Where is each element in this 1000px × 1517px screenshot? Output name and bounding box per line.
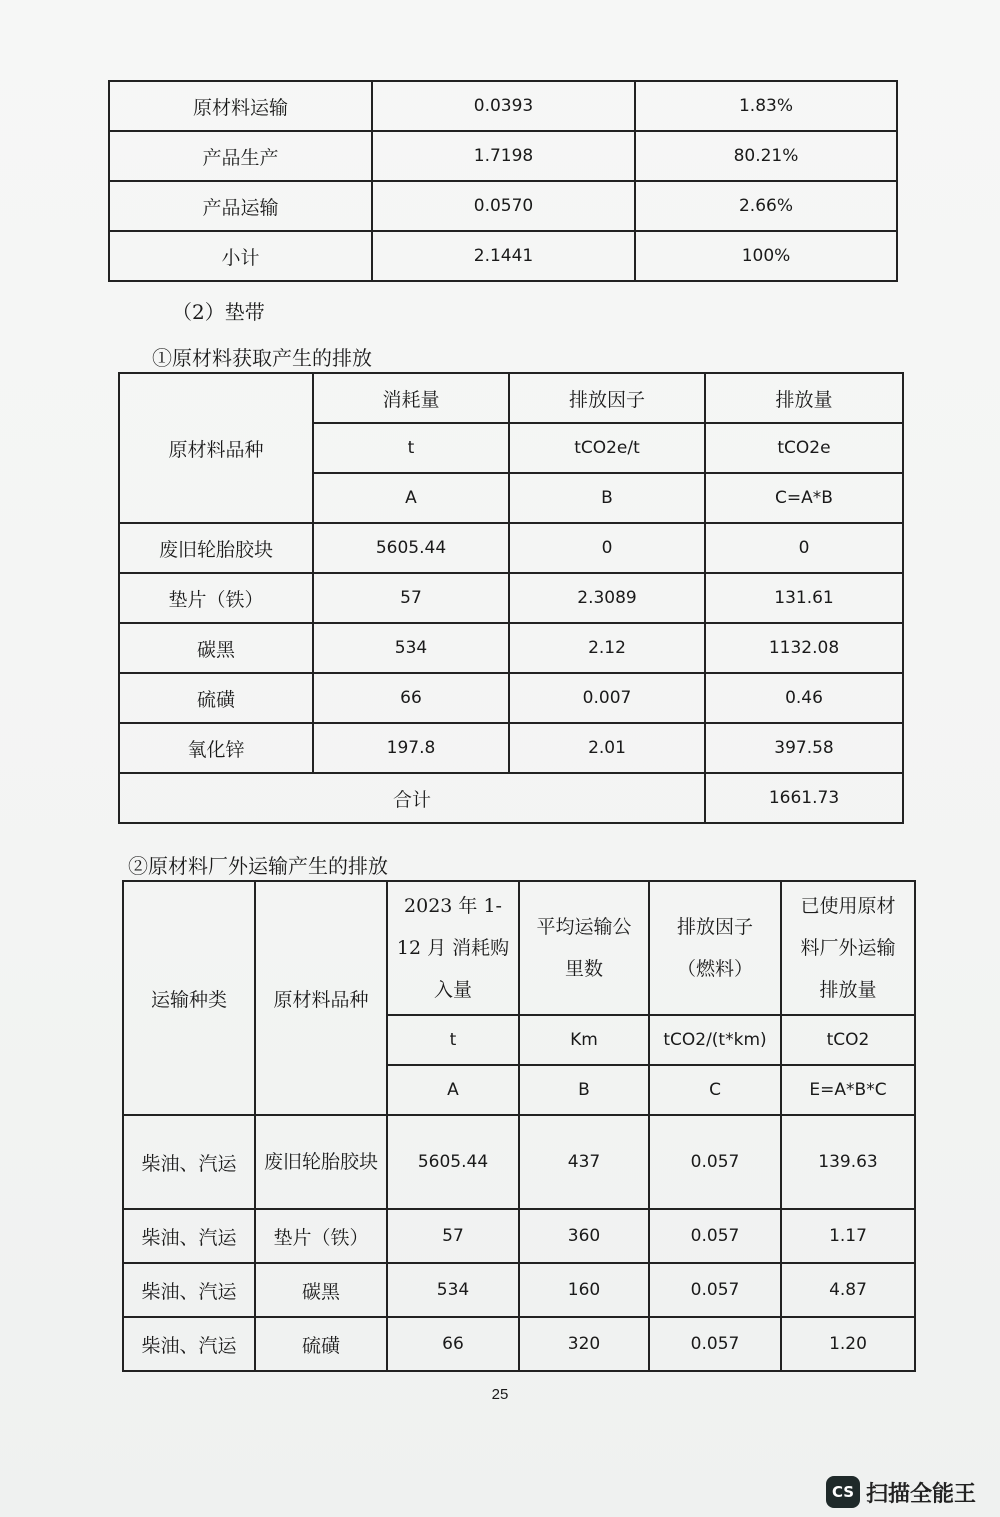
purchase-unit: t <box>387 1015 519 1065</box>
material-cell: 垫片（铁） <box>255 1209 387 1263</box>
material-cell: 垫片（铁） <box>119 573 313 623</box>
purchase-cell: 534 <box>387 1263 519 1317</box>
transport-cell: 柴油、汽运 <box>123 1317 255 1371</box>
distance-symbol: B <box>519 1065 649 1115</box>
table-row <box>123 1263 915 1317</box>
emission-cell: 139.63 <box>781 1115 915 1209</box>
transport-cell: 柴油、汽运 <box>123 1209 255 1263</box>
value-cell: 1.7198 <box>372 131 635 181</box>
stage-cell: 原材料运输 <box>109 81 372 131</box>
factor-cell: 0.057 <box>649 1263 781 1317</box>
percent-cell: 100% <box>635 231 897 281</box>
total-value: 1661.73 <box>705 773 903 823</box>
emission-cell: 1132.08 <box>705 623 903 673</box>
consumption-symbol: A <box>313 473 509 523</box>
table-row <box>109 181 897 231</box>
table-header-row <box>119 373 903 423</box>
table-row <box>109 131 897 181</box>
transport-header: 运输种类 <box>123 881 255 1115</box>
transport-cell: 柴油、汽运 <box>123 1115 255 1209</box>
camscanner-logo-icon <box>826 1476 860 1508</box>
material-cell: 氧化锌 <box>119 723 313 773</box>
material-cell: 硫磺 <box>119 673 313 723</box>
table-row <box>119 723 903 773</box>
factor-unit: tCO2e/t <box>509 423 705 473</box>
total-label: 合计 <box>119 773 705 823</box>
factor-cell: 0 <box>509 523 705 573</box>
value-cell: 0.0570 <box>372 181 635 231</box>
emission-unit: tCO2e <box>705 423 903 473</box>
factor-cell: 2.12 <box>509 623 705 673</box>
stage-emission-table <box>108 80 898 282</box>
factor-cell: 0.057 <box>649 1317 781 1371</box>
purchase-cell: 57 <box>387 1209 519 1263</box>
factor-cell: 0.057 <box>649 1209 781 1263</box>
factor-header: 排放因子（燃料） <box>649 881 781 1015</box>
emission-cell: 1.20 <box>781 1317 915 1371</box>
material-acquisition-table <box>118 372 904 824</box>
distance-cell: 437 <box>519 1115 649 1209</box>
material-header: 原材料品种 <box>255 881 387 1115</box>
consumption-cell: 5605.44 <box>313 523 509 573</box>
subsection-title: ①原材料获取产生的排放 <box>152 346 372 370</box>
emission-cell: 1.17 <box>781 1209 915 1263</box>
distance-header: 平均运输公里数 <box>519 881 649 1015</box>
table-header-row <box>123 881 915 1015</box>
table-total-row <box>119 773 903 823</box>
watermark-text: 扫描全能王 <box>865 1481 976 1507</box>
factor-header: 排放因子 <box>509 373 705 423</box>
material-cell: 废旧轮胎胶块 <box>119 523 313 573</box>
distance-cell: 320 <box>519 1317 649 1371</box>
consumption-cell: 57 <box>313 573 509 623</box>
factor-symbol: B <box>509 473 705 523</box>
purchase-header: 2023 年 1-12 月 消耗购入量 <box>387 881 519 1015</box>
emission-header: 已使用原材料厂外运输排放量 <box>781 881 915 1015</box>
section-title: （2）垫带 <box>172 300 265 324</box>
emission-cell: 131.61 <box>705 573 903 623</box>
emission-cell: 397.58 <box>705 723 903 773</box>
subsection-title: ②原材料厂外运输产生的排放 <box>128 854 388 878</box>
material-cell: 碳黑 <box>119 623 313 673</box>
emission-cell: 0 <box>705 523 903 573</box>
table-row <box>119 523 903 573</box>
stage-cell: 产品运输 <box>109 181 372 231</box>
consumption-cell: 197.8 <box>313 723 509 773</box>
percent-cell: 2.66% <box>635 181 897 231</box>
distance-cell: 160 <box>519 1263 649 1317</box>
emission-cell: 4.87 <box>781 1263 915 1317</box>
scanner-watermark <box>826 1476 976 1508</box>
material-header: 原材料品种 <box>119 373 313 523</box>
table-row <box>123 1317 915 1371</box>
emission-symbol: E=A*B*C <box>781 1065 915 1115</box>
factor-symbol: C <box>649 1065 781 1115</box>
consumption-cell: 534 <box>313 623 509 673</box>
emission-header: 排放量 <box>705 373 903 423</box>
material-cell: 硫磺 <box>255 1317 387 1371</box>
percent-cell: 80.21% <box>635 131 897 181</box>
table-row <box>119 623 903 673</box>
table-row <box>119 673 903 723</box>
logo-text: CS <box>831 1483 855 1501</box>
emission-symbol: C=A*B <box>705 473 903 523</box>
factor-cell: 0.007 <box>509 673 705 723</box>
value-cell: 2.1441 <box>372 231 635 281</box>
distance-unit: Km <box>519 1015 649 1065</box>
distance-cell: 360 <box>519 1209 649 1263</box>
table-row <box>119 573 903 623</box>
consumption-unit: t <box>313 423 509 473</box>
factor-cell: 0.057 <box>649 1115 781 1209</box>
table-row <box>123 1115 915 1209</box>
factor-unit: tCO2/(t*km) <box>649 1015 781 1065</box>
purchase-symbol: A <box>387 1065 519 1115</box>
stage-cell: 产品生产 <box>109 131 372 181</box>
consumption-cell: 66 <box>313 673 509 723</box>
material-cell: 碳黑 <box>255 1263 387 1317</box>
page-number: 25 <box>491 1386 509 1403</box>
stage-cell: 小计 <box>109 231 372 281</box>
table-row <box>109 81 897 131</box>
purchase-cell: 66 <box>387 1317 519 1371</box>
emission-cell: 0.46 <box>705 673 903 723</box>
purchase-cell: 5605.44 <box>387 1115 519 1209</box>
transport-emission-table <box>122 880 916 1372</box>
table-row <box>123 1209 915 1263</box>
percent-cell: 1.83% <box>635 81 897 131</box>
table-row <box>109 231 897 281</box>
material-cell: 废旧轮胎胶块 <box>255 1115 387 1209</box>
value-cell: 0.0393 <box>372 81 635 131</box>
factor-cell: 2.3089 <box>509 573 705 623</box>
transport-cell: 柴油、汽运 <box>123 1263 255 1317</box>
emission-unit: tCO2 <box>781 1015 915 1065</box>
consumption-header: 消耗量 <box>313 373 509 423</box>
factor-cell: 2.01 <box>509 723 705 773</box>
